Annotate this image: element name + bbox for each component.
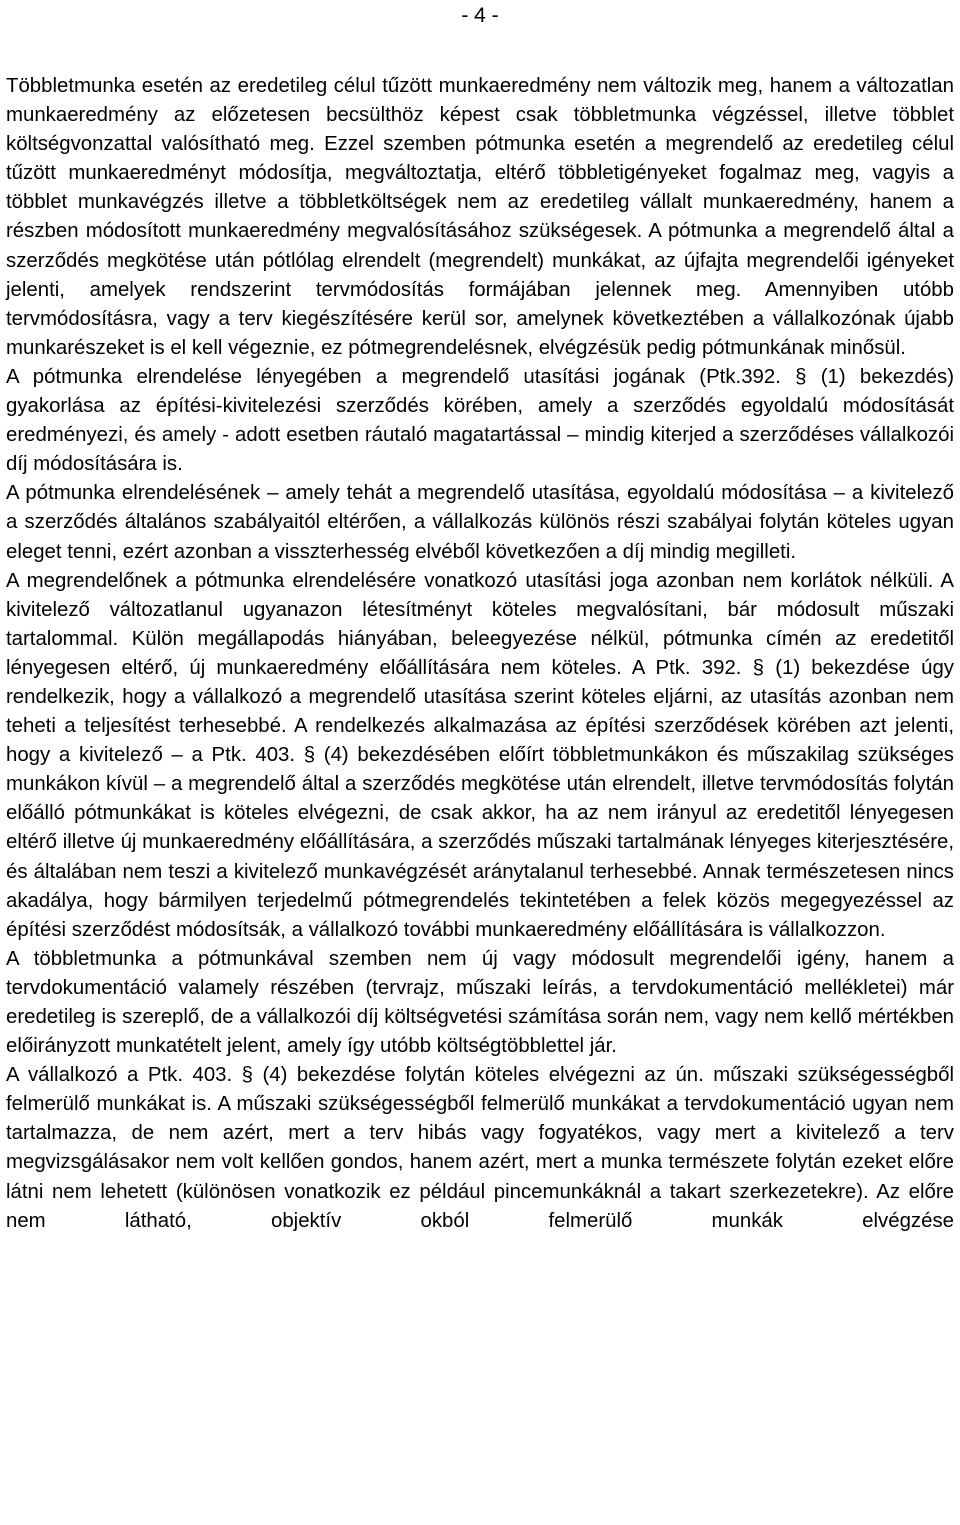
- paragraph-6: A vállalkozó a Ptk. 403. § (4) bekezdése folytán köteles elvégezni az ún. műszaki szükségességből felmerülő munkákat is. A műszaki szükségességből felmerülő munkákat a tervdokumentáció ugyan nem tartalmazza, de nem azért, mert a terv hibás vagy fogyatékos, vagy mert a kivitelező a terv megvizsgálásakor nem volt kellően gondos, hanem azért, mert a munka természete folytán ezeket előre látni nem lehetett (különösen vonatkozik ez például pincemunkáknál a takart szerkezetekre). Az előre nem látható, objektív okból felmerülő munkák elvégzése: [6, 1064, 954, 1232]
- document-body: [6, 72, 954, 1236]
- paragraph-3: A pótmunka elrendelésének – amely tehát a megrendelő utasítása, egyoldalú módosítása – a kivitelező a szerződés általános szabályaitól eltérően, a vállalkozás különös részi szabályai folytán köteles ugyan eleget tenni, ezért azonban a visszterhesség elvéből következően a díj mindig megilleti.: [6, 482, 954, 563]
- paragraph-2: A pótmunka elrendelése lényegében a megrendelő utasítási jogának (Ptk.392. § (1) bekezdés) gyakorlása az építési-kivitelezési szerződés körében, amely a szerződés egyoldalú módosítását eredményezi, és amely - adott esetben ráutaló magatartással – mindig kiterjed a szerződéses vállalkozói díj módosítására is.: [6, 365, 954, 476]
- paragraph-4: A megrendelőnek a pótmunka elrendelésére vonatkozó utasítási joga azonban nem korlátok nélküli. A kivitelező változatlanul ugyanazon létesítményt köteles megvalósítani, bár módosult műszaki tartalommal. Külön megállapodás hiányában, beleegyezése nélkül, pótmunka címén az eredetitől lényegesen eltérő, új munkaeredmény előállítására nem köteles. A Ptk. 392. § (1) bekezdése úgy rendelkezik, hogy a vállalkozó a megrendelő utasítása szerint köteles eljárni, az utasítás azonban nem teheti a teljesítést terhesebbé. A rendelkezés alkalmazása az építési szerződések körében azt jelenti, hogy a kivitelező – a Ptk. 403. § (4) bekezdésében előírt többletmunkákon és műszakilag szükséges munkákon kívül – a megrendelő által a szerződés megkötése után elrendelt, illetve tervmódosítás folytán előálló pótmunkákat is köteles elvégezni, de csak akkor, ha az nem irányul az eredetitől lényegesen eltérő illetve új munkaeredmény előállítására, a szerződés műszaki tartalmának lényeges kiterjesztésére, és általában nem teszi a kivitelező munkavégzését aránytalanul terhesebbé. Annak természetesen nincs akadálya, hogy bármilyen terjedelmű pótmegrendelés tekintetében a felek közös megegyezéssel az építési szerződést módosítsák, a vállalkozó további munkaeredmény előállítására is vállalkozzon.: [6, 569, 954, 941]
- page-number: - 4 -: [461, 4, 499, 27]
- paragraph-1: Többletmunka esetén az eredetileg célul tűzött munkaeredmény nem változik meg, hanem a változatlan munkaeredmény az előzetesen becsülthöz képest csak többletmunka végzéssel, illetve többlet költségvonzattal valósítható meg. Ezzel szemben pótmunka esetén a megrendelő az eredetileg célul tűzött munkaeredményt módosítja, megváltoztatja, eltérő többletigényeket fogalmaz meg, vagyis a többlet munkavégzés illetve a többletköltségek nem az eredetileg vállalt munkaeredmény, hanem a részben módosított munkaeredmény megvalósításához szükségesek. A pótmunka a megrendelő által a szerződés megkötése után pótlólag elrendelt (megrendelt) munkákat, az újfajta megrendelői igényeket jelenti, amelyek rendszerint tervmódosítás formájában jelennek meg. Amennyiben utóbb tervmódosításra, vagy a terv kiegészítésére kerül sor, amelynek következtében a vállalkozónak újabb munkarészeket is el kell végeznie, ez pótmegrendelésnek, elvégzésük pedig pótmunkának minősül.: [6, 75, 954, 359]
- paragraph-5: A többletmunka a pótmunkával szemben nem új vagy módosult megrendelői igény, hanem a tervdokumentáció valamely részében (tervrajz, műszaki leírás, a tervdokumentáció mellékletei) már eredetileg is szereplő, de a vállalkozói díj költségvetési számítása során nem, vagy nem kellő mértékben előirányzott munkatételt jelent, amely így utóbb költségtöbblettel jár.: [6, 947, 954, 1058]
